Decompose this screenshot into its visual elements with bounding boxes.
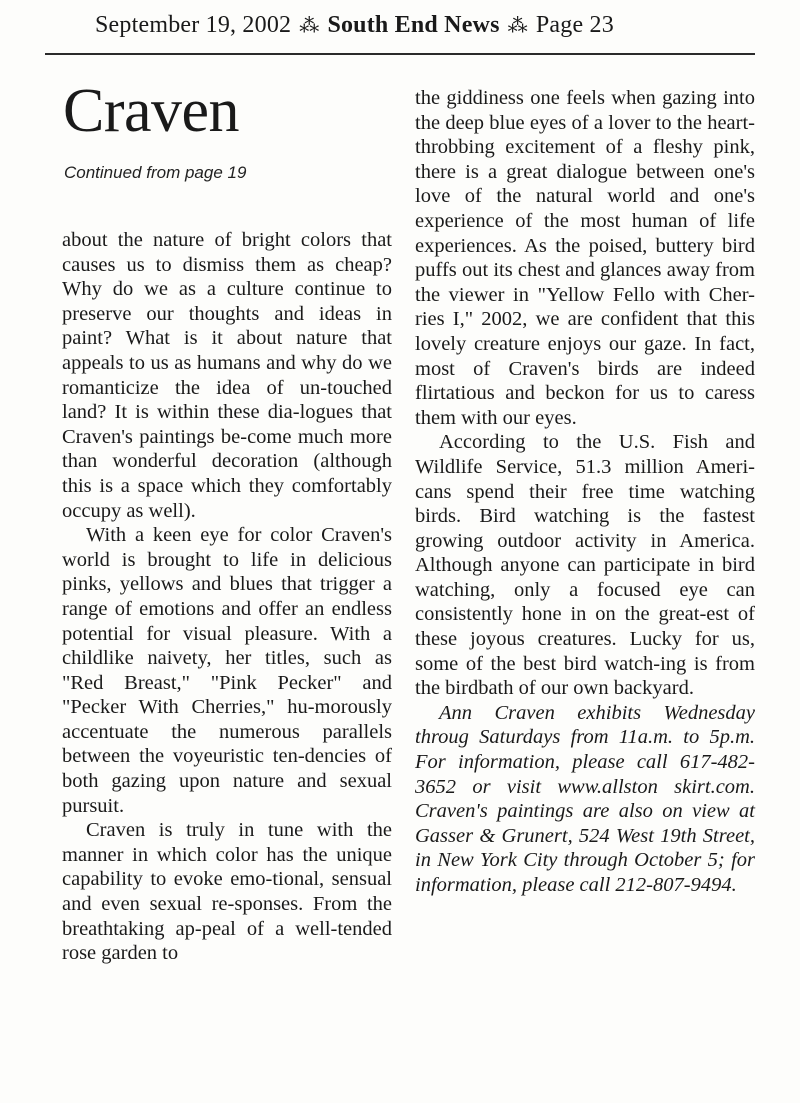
ornament-icon-2: ⁂ xyxy=(507,15,528,37)
paragraph: the giddiness one feels when gazing into the deep blue eyes of a lover to the heart-throbbing excitement of a fleshy pink, there is a great dialogue between one's love of the natural world and one's experience of the most human of life experiences. As the poised, buttery bird puffs out its chest and glances away from the viewer in "Yellow Fello with Cher-ries I," 2002, we are confident that this lovely creature enjoys our gaze. In fact, most of Craven's birds are indeed flirtatious and beckon for us to caress them with our eyes. xyxy=(415,87,755,429)
paragraph: about the nature of bright colors that causes us to dismiss them as cheap? Why do we as a culture continue to preserve our thoughts and ideas in paint? What is it about nature that appeals to us as humans and why do we romanticize the idea of un-touched land? It is within these dia-logues that Craven's paintings be-come much more than wonderful decoration (although this is a space which they comfortably occupy as well). xyxy=(62,229,392,522)
page-number: Page 23 xyxy=(535,12,614,38)
article-column-left xyxy=(62,228,392,966)
ornament-icon: ⁂ xyxy=(299,15,320,37)
paragraph: According to the U.S. Fish and Wildlife Service, 51.3 million Ameri-cans spend their free time watching birds. Bird watching is the fastest growing outdoor activity in America. Although anyone can participate in bird watching, only a focused eye can consistently hone in on the great-est of these joyous creatures. Lucky for us, some of the best bird watch-ing is from the birdbath of our own backyard. xyxy=(415,431,755,700)
exhibit-info: Ann Craven exhibits Wednesday throug Saturdays from 11a.m. to 5p.m. For information, please call 617-482-3652 or visit www.allston skirt.com. Craven's paintings are also on view at Gasser & Grunert, 524 West 19th Street, in New York City through October 5; for information, please call 212-807-9494. xyxy=(415,701,755,896)
paragraph: Craven is truly in tune with the manner in which color has the unique capability to evoke emo-tional, sensual and even sexual re-sponses. From the breathtaking ap-peal of a well-tended rose garden to xyxy=(62,819,392,965)
paragraph: With a keen eye for color Craven's world is brought to life in delicious pinks, yellows and blues that trigger a range of emotions and offer an endless potential for visual pleasure. With a childlike naivety, her titles, such as "Red Breast," "Pink Pecker" and "Pecker With Cherries," hu-morously accentuate the numerous parallels between the voyeuristic ten-dencies of both gazing upon nature and sexual pursuit. xyxy=(62,524,392,817)
issue-date: September 19, 2002 xyxy=(95,12,292,38)
header-rule xyxy=(45,53,755,55)
page-header xyxy=(95,12,755,39)
publication-name: South End News xyxy=(327,12,500,38)
article-column-right xyxy=(415,86,755,898)
article-headline: Craven xyxy=(63,77,240,145)
continued-note: Continued from page 19 xyxy=(64,163,247,182)
